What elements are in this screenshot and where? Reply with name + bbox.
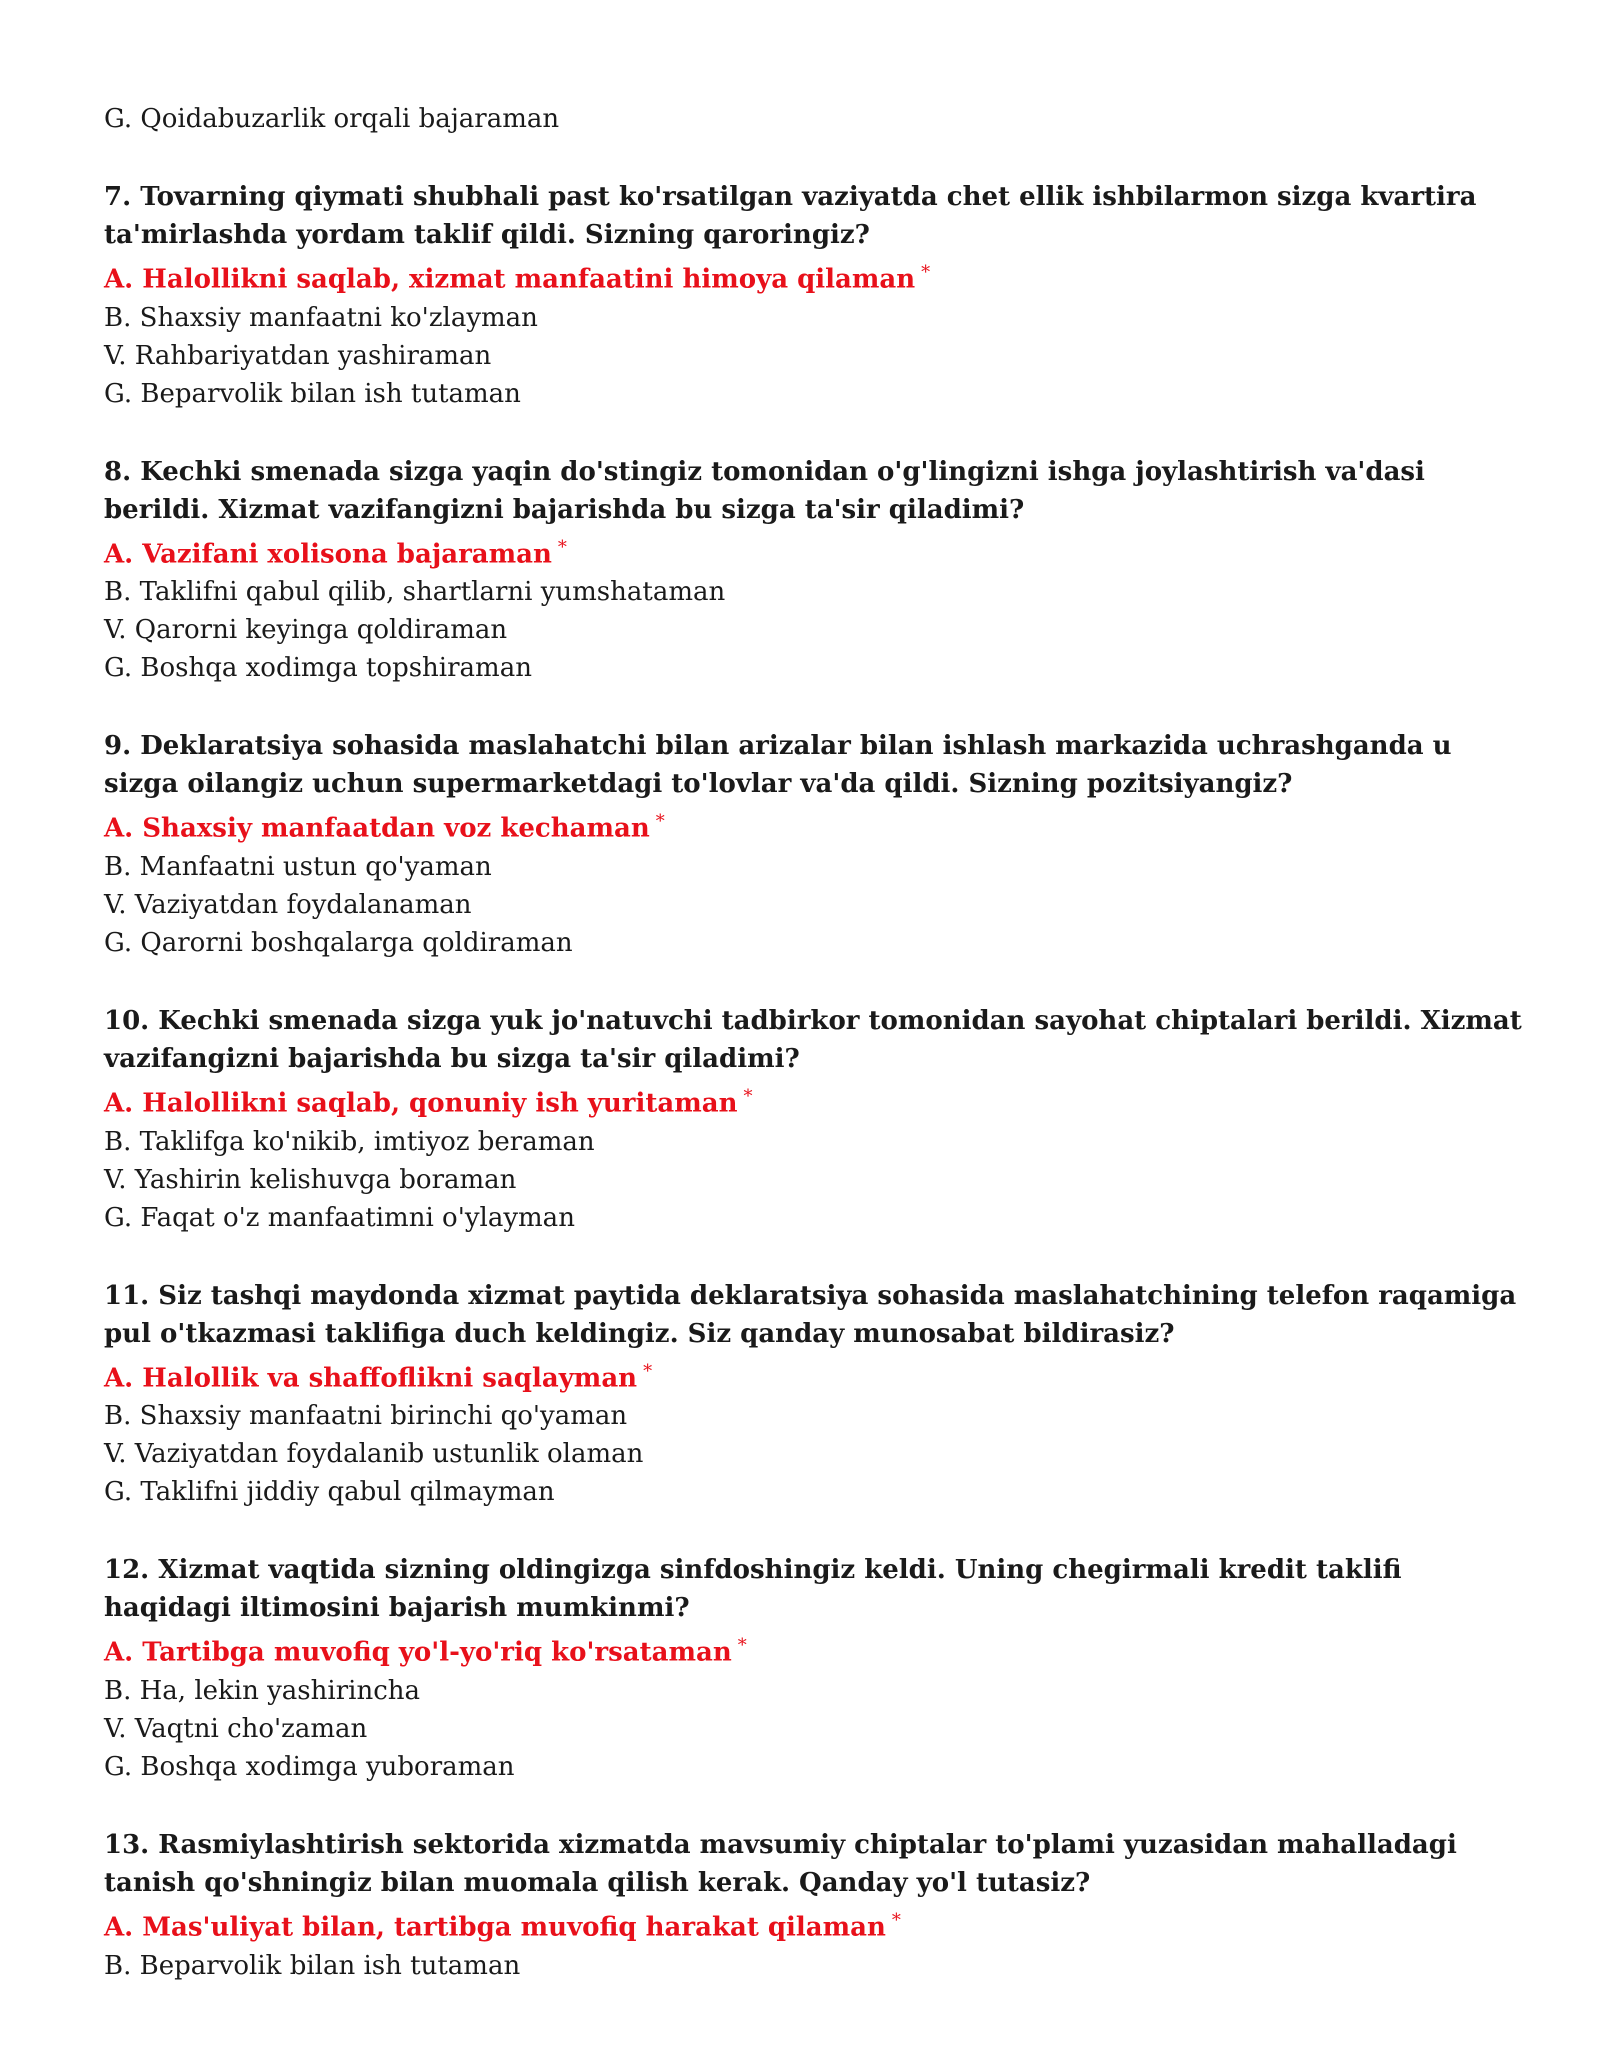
question-11 [104, 1277, 1524, 1512]
question-text [104, 1002, 1524, 1078]
correct-answer-text: A. Mas'uliyat bilan, tartibga muvofiq harakat qilaman [104, 1912, 886, 1943]
option-g: G. Taklifni jiddiy qabul qilmayman [104, 1477, 555, 1508]
option-v: V. Yashirin kelishuvga boraman [104, 1164, 517, 1195]
option-b: B. Ha, lekin yashirincha [104, 1675, 421, 1706]
correct-marker: * [743, 1085, 753, 1107]
option-v: V. Vaziyatdan foydalanaman [104, 889, 472, 920]
correct-marker: * [655, 811, 665, 833]
option-b: B. Taklifni qabul qilib, shartlarni yumshataman [104, 577, 726, 608]
question-7 [104, 178, 1524, 413]
question-number: 8. [104, 456, 132, 487]
question-number: 10. [104, 1005, 150, 1036]
correct-answer [104, 529, 1524, 574]
option-v: V. Vaziyatdan foydalanib ustunlik olaman [104, 1439, 644, 1470]
option-b: B. Taklifga ko'nikib, imtiyoz beraman [104, 1126, 595, 1157]
option-g: G. Boshqa xodimga yuboraman [104, 1751, 515, 1782]
question-text [104, 727, 1524, 803]
correct-answer [104, 1078, 1524, 1123]
question-9 [104, 727, 1524, 962]
question-number: 11. [104, 1280, 150, 1311]
option-b: B. Manfaatni ustun qo'yaman [104, 851, 492, 882]
option-v: V. Vaqtni cho'zaman [104, 1713, 368, 1744]
question-text [104, 453, 1524, 529]
correct-answer [104, 803, 1524, 848]
question-body: Siz tashqi maydonda xizmat paytida deklaratsiya sohasida maslahatchining telefon raqamiga pul o'tkazmasi taklifiga duch keldingiz. Siz qanday munosabat bildirasiz? [104, 1280, 1517, 1349]
question-number: 13. [104, 1829, 150, 1860]
correct-answer [104, 254, 1524, 299]
question-body: Kechki smenada sizga yuk jo'natuvchi tadbirkor tomonidan sayohat chiptalari berildi. Xizmat vazifangizni bajarishda bu sizga ta'sir qiladimi? [104, 1005, 1522, 1074]
correct-marker: * [921, 262, 931, 283]
question-body: Deklaratsiya sohasida maslahatchi bilan arizalar bilan ishlash markazida uchrashganda u sizga oilangiz uchun supermarketdagi to'lovlar va'da qildi. Sizning pozitsiyangiz? [104, 731, 1452, 800]
correct-answer-text: A. Shaxsiy manfaatdan voz kechaman [104, 813, 650, 844]
correct-answer-text: A. Vazifani xolisona bajaraman [104, 539, 552, 570]
correct-answer [104, 1627, 1524, 1672]
question-text [104, 178, 1524, 254]
option-v: V. Rahbariyatdan yashiraman [104, 340, 492, 371]
correct-answer [104, 1353, 1524, 1398]
question-number: 12. [104, 1555, 150, 1586]
option-b: B. Shaxsiy manfaatni birinchi qo'yaman [104, 1401, 628, 1432]
correct-marker: * [891, 1909, 901, 1931]
question-body: Tovarning qiymati shubhali past ko'rsatilgan vaziyatda chet ellik ishbilarmon sizga kvartira ta'mirlashda yordam taklif qildi. Sizning qaroringiz? [104, 182, 1477, 250]
correct-marker: * [737, 1635, 747, 1657]
question-body: Kechki smenada sizga yaqin do'stingiz tomonidan o'g'lingizni ishga joylashtirish va'dasi berildi. Xizmat vazifangizni bajarishda bu sizga ta'sir qiladimi? [104, 456, 1425, 525]
leading-option: G. Qoidabuzarlik orqali bajaraman [104, 104, 560, 134]
correct-marker: * [557, 536, 567, 558]
option-g: G. Qarorni boshqalarga qoldiraman [104, 927, 573, 958]
question-text [104, 1826, 1524, 1902]
correct-answer [104, 1902, 1524, 1947]
document-page [104, 100, 1524, 1985]
question-text [104, 1277, 1524, 1353]
correct-answer-text: A. Halollikni saqlab, xizmat manfaatini himoya qilaman [104, 264, 916, 295]
question-number: 9. [104, 731, 132, 762]
correct-answer-text: A. Tartibga muvofiq yo'l-yo'riq ko'rsataman [104, 1637, 732, 1668]
question-10 [104, 1002, 1524, 1237]
question-body: Xizmat vaqtida sizning oldingizga sinfdoshingiz keldi. Uning chegirmali kredit taklifi haqidagi iltimosini bajarish mumkinmi? [104, 1555, 1402, 1624]
option-g: G. Beparvolik bilan ish tutaman [104, 378, 521, 409]
question-text [104, 1551, 1524, 1627]
option-g: G. Boshqa xodimga topshiraman [104, 653, 532, 684]
option-b: B. Beparvolik bilan ish tutaman [104, 1950, 521, 1981]
option-b: B. Shaxsiy manfaatni ko'zlayman [104, 302, 538, 333]
option-g: G. Faqat o'z manfaatimni o'ylayman [104, 1202, 575, 1233]
question-body: Rasmiylashtirish sektorida xizmatda mavsumiy chiptalar to'plami yuzasidan mahalladagi tanish qo'shningiz bilan muomala qilish kerak. Qanday yo'l tutasiz? [104, 1829, 1457, 1898]
question-12 [104, 1551, 1524, 1786]
question-8 [104, 453, 1524, 688]
correct-marker: * [643, 1360, 653, 1382]
question-number: 7. [104, 182, 132, 212]
question-13 [104, 1826, 1524, 1985]
correct-answer-text: A. Halollik va shaffoflikni saqlayman [104, 1363, 638, 1394]
option-v: V. Qarorni keyinga qoldiraman [104, 615, 508, 646]
correct-answer-text: A. Halollikni saqlab, qonuniy ish yuritaman [104, 1088, 738, 1119]
